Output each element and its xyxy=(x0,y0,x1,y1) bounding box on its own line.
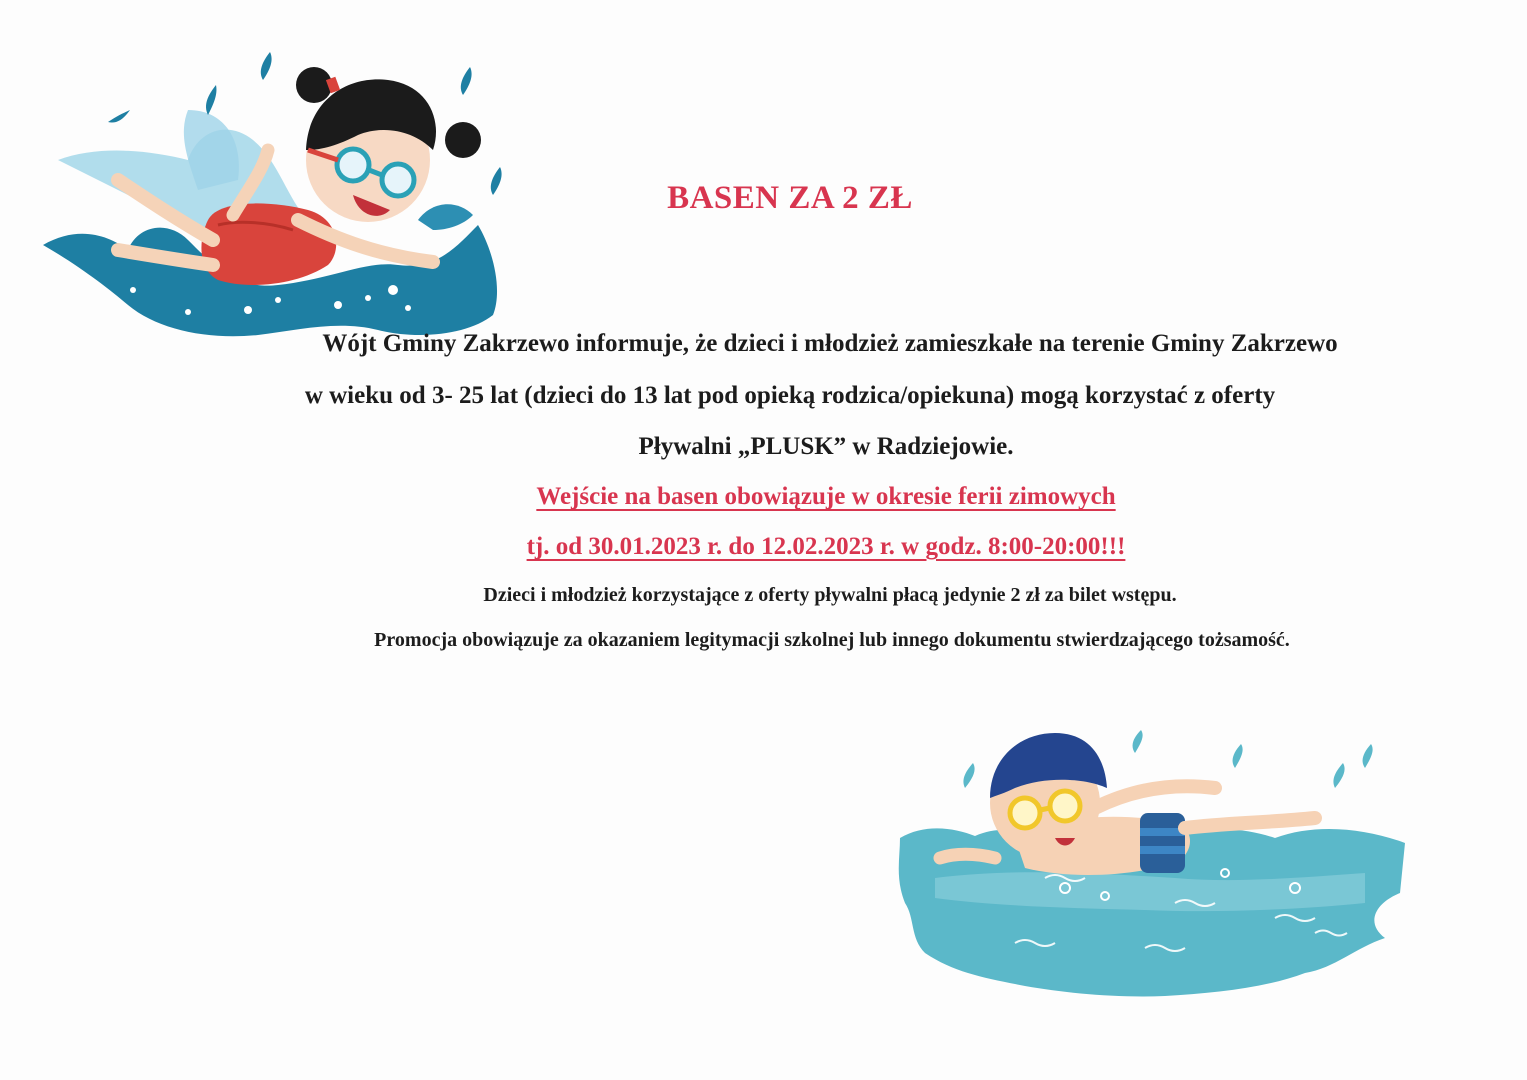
swimming-girl-illustration xyxy=(38,50,518,350)
info-line-price: Dzieci i młodzież korzystające z oferty pływalni płacą jedynie 2 zł za bilet wstępu. xyxy=(483,584,1177,606)
info-line-1: Wójt Gminy Zakrzewo informuje, że dzieci i młodzież zamieszkałe na terenie Gminy Zakrzewo xyxy=(322,330,1338,357)
swimming-boy-illustration xyxy=(895,728,1415,1003)
info-line-promo: Promocja obowiązuje za okazaniem legitymacji szkolnej lub innego dokumentu stwierdzającego tożsamość. xyxy=(374,629,1290,651)
info-line-3: Pływalni „PLUSK” w Radziejowie. xyxy=(638,433,1014,460)
highlight-line-1: Wejście na basen obowiązuje w okresie ferii zimowych xyxy=(536,483,1116,510)
highlight-line-2: tj. od 30.01.2023 r. do 12.02.2023 r. w godz. 8:00-20:00!!! xyxy=(526,533,1126,560)
info-line-2: w wieku od 3- 25 lat (dzieci do 13 lat pod opieką rodzica/opiekuna) mogą korzystać z oferty xyxy=(304,382,1276,409)
poster-title: BASEN ZA 2 ZŁ xyxy=(667,180,913,216)
